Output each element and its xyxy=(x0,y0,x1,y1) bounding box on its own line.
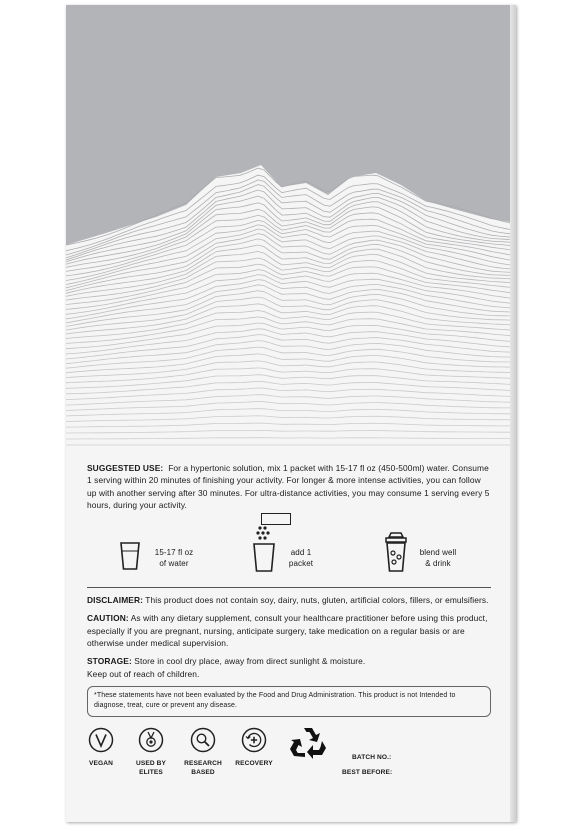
recovery-plus-icon xyxy=(241,727,267,753)
badge-used-by-elites: USED BY ELITES xyxy=(133,727,169,777)
packet-rect-icon xyxy=(261,513,291,525)
storage-text: Store in cool dry place, away from direct sunlight & moisture. xyxy=(134,656,366,667)
badge-research-based: RESEARCH BASED xyxy=(183,727,223,777)
mountain-line-art xyxy=(66,5,516,460)
shaker-cup-icon xyxy=(384,531,408,573)
step-water: 15-17 fl oz of water xyxy=(154,548,194,569)
caution-heading: CAUTION: xyxy=(87,613,129,624)
step-packet: add 1 packet xyxy=(288,548,314,569)
badge-vegan: VEGAN xyxy=(87,727,115,768)
caution xyxy=(87,612,491,649)
preparation-steps xyxy=(87,517,491,583)
storage xyxy=(87,655,491,680)
step-blend: blend well & drink xyxy=(419,548,457,569)
best-before-label: BEST BEFORE: xyxy=(342,768,393,776)
suggested-use-heading: SUGGESTED USE: xyxy=(87,463,164,473)
caution-text: As with any dietary supplement, consult your healthcare practitioner before using this product, especially if you are pregnant, nursing, anticipate surgery, take medication on a regular basis or are otherwise under medical supervision. xyxy=(87,613,488,649)
medal-icon xyxy=(138,727,164,753)
batch-number-label: BATCH NO.: xyxy=(352,753,392,761)
vegan-v-icon xyxy=(88,727,114,753)
badges-row xyxy=(87,727,491,797)
storage-children-text: Keep out of reach of children. xyxy=(87,668,200,679)
fda-notice-text: *These statements have not been evaluated by the Food and Drug Administration. This product is not Intended to diagnose, treat, cure or prevent any disease. xyxy=(94,691,456,709)
disclaimer-heading: DISCLAIMER: xyxy=(87,595,143,606)
disclaimer-text: This product does not contain soy, dairy, nuts, gluten, artificial colors, fillers, or emulsifiers. xyxy=(145,595,489,606)
storage-heading: STORAGE: xyxy=(87,656,132,667)
suggested-use xyxy=(87,462,491,511)
magnifier-icon xyxy=(190,727,216,753)
section-divider xyxy=(87,587,491,588)
package-back-panel xyxy=(66,5,516,822)
recycle-icon xyxy=(289,725,327,761)
water-glass-icon xyxy=(119,541,141,571)
packet-pour-icon xyxy=(252,525,276,573)
disclaimer xyxy=(87,594,491,606)
suggested-use-text: For a hypertonic solution, mix 1 packet with 15-17 fl oz (450-500ml) water. Consume 1 serving within 20 minutes of finishing your activity. For longer & more intense activities, you can follow up with another serving after 30 minutes. For ultra-distance activities, you may consume 1 serving every 5 hours, during your activity. xyxy=(87,463,490,510)
label-content xyxy=(87,462,491,797)
fda-notice-box xyxy=(87,686,491,717)
badge-recovery: RECOVERY xyxy=(234,727,274,768)
